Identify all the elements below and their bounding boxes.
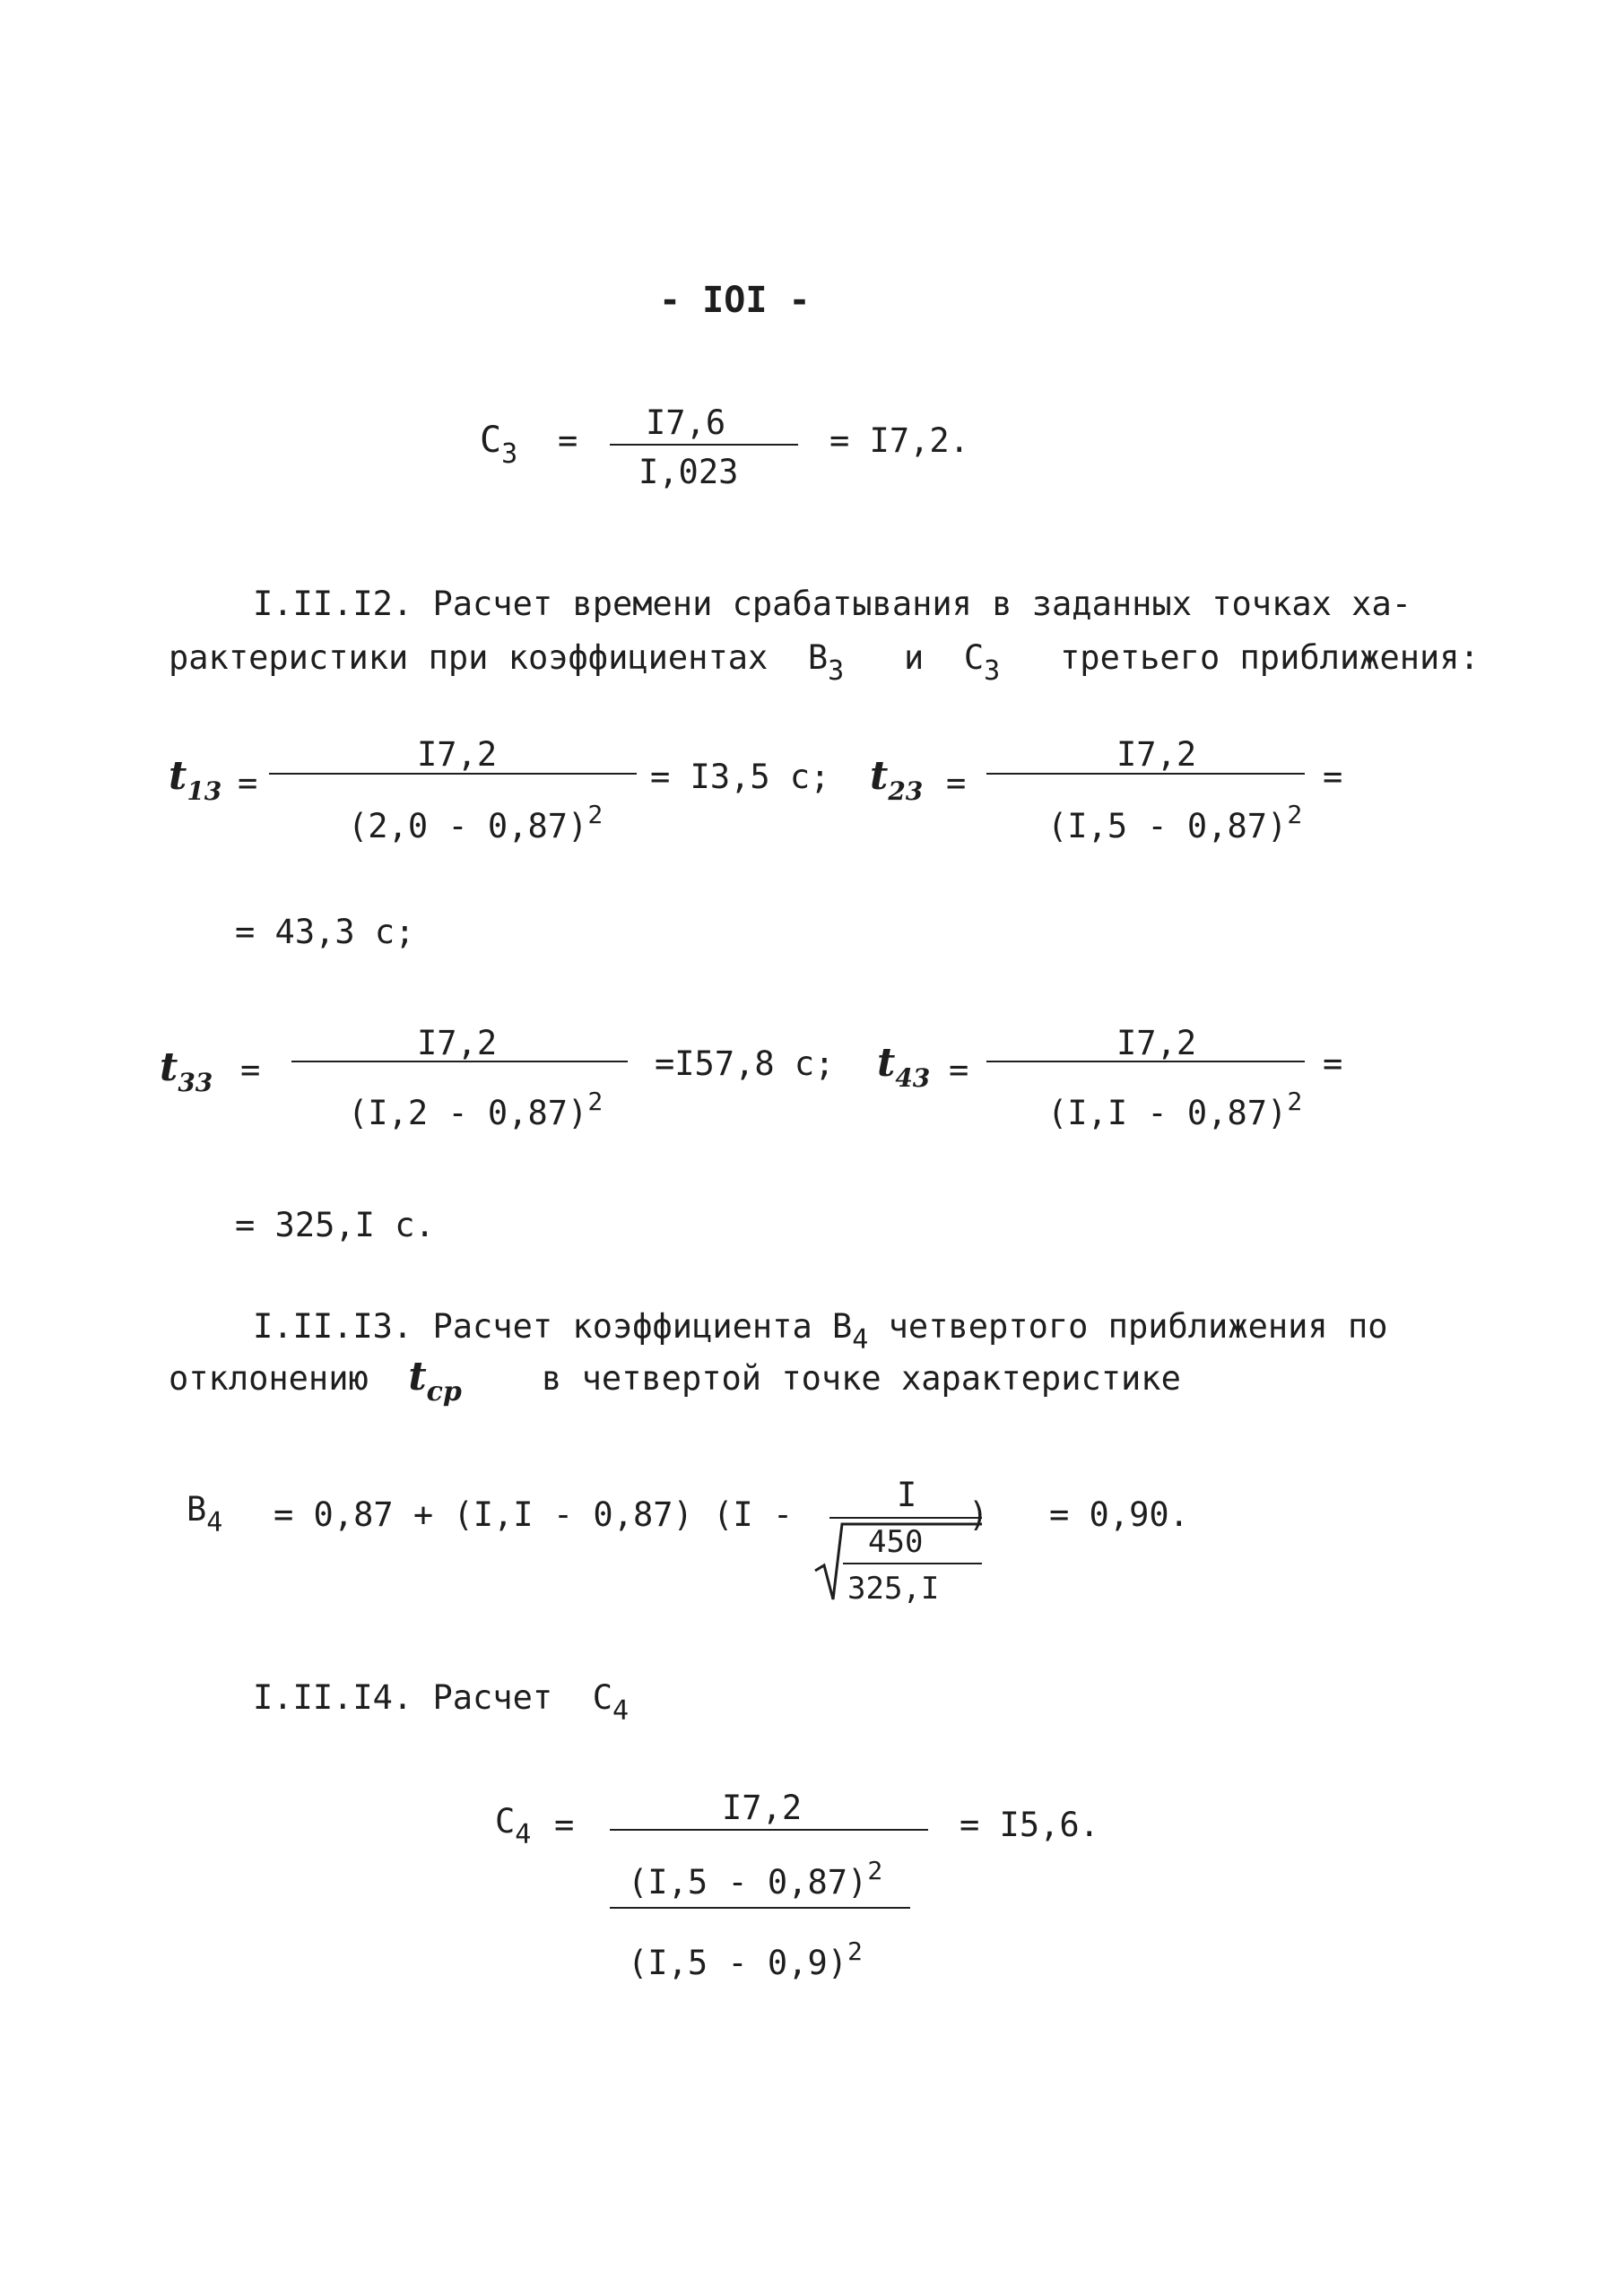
t33-denominator: (I,2 - 0,87)$^2$ — [348, 1087, 604, 1132]
b4-expression: = 0,87 + (I,I - 0,87) (I - — [274, 1495, 794, 1534]
page-number: - IOI - — [659, 280, 811, 321]
b4-root-denominator: 325,I — [847, 1571, 940, 1607]
sec13-line1: I.II.I3. Расчет коэффициента $B_4$ четвертого приближения по — [253, 1307, 1388, 1356]
c3-lhs: $C_3$ — [480, 420, 518, 470]
sec14-heading: I.II.I4. Расчет $C_4$ — [253, 1678, 630, 1727]
t23-numerator: I7,2 — [1116, 735, 1197, 774]
c4-lhs: $C_4$ — [495, 1802, 532, 1850]
t13-equals: = — [238, 764, 258, 802]
c4-middle: (I,5 - 0,87)$^2$ — [628, 1856, 883, 1902]
b4-close-paren: ) — [968, 1495, 989, 1534]
t43-denominator: (I,I - 0,87)$^2$ — [1047, 1087, 1303, 1132]
t33-numerator: I7,2 — [417, 1024, 498, 1062]
t43-fraction-bar — [986, 1061, 1305, 1062]
c4-inner-fraction-bar — [610, 1907, 910, 1909]
t23-denominator: (I,5 - 0,87)$^2$ — [1047, 800, 1303, 845]
sec12-line2: рактеристики при коэффициентах $B_3$ и $C_3$ третьего приближения: — [169, 638, 1480, 687]
t23-fraction-bar — [986, 773, 1305, 775]
c4-denominator: (I,5 - 0,9)$^2$ — [628, 1936, 863, 1982]
t13-fraction-bar — [269, 773, 637, 775]
t43-lhs: $t_{43}$ — [877, 1040, 931, 1093]
t43-tail-equals: = — [1323, 1044, 1343, 1083]
t13-numerator: I7,2 — [417, 735, 498, 774]
b4-root-numerator: 450 — [868, 1524, 924, 1560]
t23-lhs: $t_{23}$ — [870, 753, 924, 806]
c4-numerator: I7,2 — [722, 1789, 803, 1827]
t23-equals: = — [946, 764, 967, 802]
b4-root-fraction-bar — [843, 1563, 982, 1564]
c3-fraction-bar — [610, 444, 798, 446]
t33-equals: = — [240, 1051, 261, 1089]
t23-continuation: = 43,3 с; — [235, 913, 415, 951]
t13-denominator: (2,0 - 0,87)$^2$ — [348, 800, 604, 845]
b4-lhs: $B_4$ — [187, 1490, 223, 1538]
sec13-line2: отклонению $t_{ср}$ в четвертой точке характеристике — [169, 1354, 1181, 1408]
sec12-line1: I.II.I2. Расчет времени срабатывания в заданных точках ха- — [253, 585, 1412, 623]
b4-numerator: I — [897, 1476, 917, 1514]
t13-result: = I3,5 с; — [650, 758, 830, 796]
t23-tail-equals: = — [1323, 758, 1343, 796]
t33-result: =I57,8 с; — [655, 1044, 835, 1083]
t43-continuation: = 325,I с. — [235, 1206, 435, 1244]
t43-equals: = — [949, 1051, 969, 1089]
t13-lhs: $t_{13}$ — [169, 753, 222, 806]
c4-main-fraction-bar — [610, 1829, 928, 1831]
c3-denominator: I,023 — [638, 453, 739, 491]
c3-equals: = — [558, 421, 578, 460]
c4-result: = I5,6. — [960, 1806, 1099, 1844]
c3-numerator: I7,6 — [646, 403, 726, 442]
t33-lhs: $t_{33}$ — [160, 1044, 213, 1097]
b4-result: = 0,90. — [1049, 1495, 1189, 1534]
t43-numerator: I7,2 — [1116, 1024, 1197, 1062]
c3-result: = I7,2. — [829, 421, 969, 460]
c4-equals: = — [554, 1806, 575, 1844]
t33-fraction-bar — [291, 1061, 628, 1062]
